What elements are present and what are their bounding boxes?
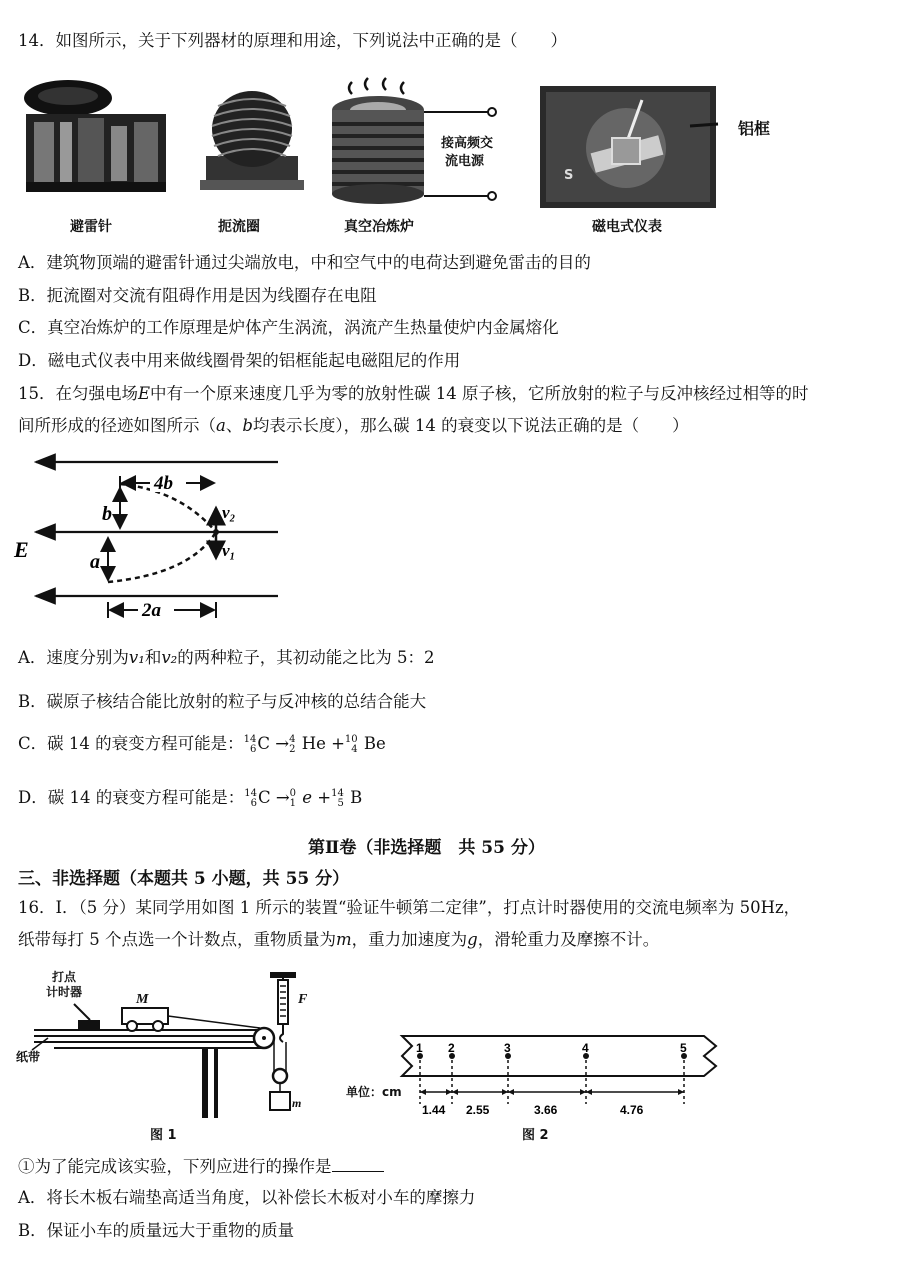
q16-line1: 16．Ⅰ．（5 分）某同学用如图 1 所示的装置“验证牛顿第二定律”，打点计时器使用的交流电频率为 50Hz， — [18, 898, 801, 917]
part2-title: 第Ⅱ卷（非选择题 共 55 分） — [308, 838, 545, 858]
d-n1-bot: 6 — [250, 797, 257, 809]
fig2-caption: 图 2 — [522, 1128, 549, 1143]
tape-point-1: 1 — [416, 1041, 423, 1055]
c-nucleus-1 — [244, 735, 257, 755]
d-n3-bot: 5 — [337, 797, 344, 809]
q16-line2 — [18, 929, 659, 951]
d-nucleus-1 — [244, 789, 257, 809]
label-a: a — [90, 551, 100, 573]
q15-option-a — [18, 647, 435, 669]
d-n2-top: 0 — [289, 787, 297, 799]
timer-label-line2: 计时器 — [46, 985, 83, 999]
caption-vacuum-furnace: 真空冶炼炉 — [344, 219, 414, 235]
q16-line2-b: ，重力加速度为 — [351, 930, 468, 949]
d-n1-top: 14 — [244, 787, 257, 799]
fig2-tape — [398, 1030, 718, 1120]
tape-dist-4: 4.76 — [620, 1103, 644, 1117]
c-plus: + — [331, 734, 345, 753]
q15-track-diagram — [10, 452, 300, 630]
c-n3-top: 10 — [344, 733, 358, 745]
d-plus: + — [317, 788, 332, 807]
c-n2: He — [301, 734, 326, 753]
caption-lightning-rod: 避雷针 — [70, 219, 112, 235]
c-n2-top: 4 — [289, 733, 296, 745]
label-2a: 2a — [142, 600, 161, 621]
d-n3: B — [350, 788, 363, 807]
label-v2: v₂ — [222, 503, 236, 522]
label-v1: v₁ — [222, 541, 236, 560]
c-n3-bot: 4 — [351, 743, 358, 755]
label-aluminum-frame: 铝框 — [738, 119, 771, 138]
section3-title: 三、非选择题（本题共 5 小题，共 55 分） — [18, 869, 350, 889]
c-n1-top: 14 — [243, 733, 257, 745]
q14-option-d: D．磁电式仪表中用来做线圈骨架的铝框能起电磁阻尼的作用 — [18, 351, 461, 370]
q15-option-b: B．碳原子核结合能比放射的粒子与反冲核的总结合能大 — [18, 692, 427, 711]
tape-dist-3: 3.66 — [534, 1103, 558, 1117]
q15-stem-b: b — [242, 416, 253, 435]
q15-a-v2: v₂ — [161, 648, 178, 667]
q14-option-c: C．真空冶炼炉的工作原理是炉体产生涡流，涡流产生热量使炉内金属熔化 — [18, 318, 559, 337]
label-power-line2: 流电源 — [445, 154, 485, 169]
q15-c-pre: C．碳 14 的衰变方程可能是： — [18, 734, 244, 753]
answer-blank[interactable] — [332, 1157, 384, 1172]
q15-stem-a: a — [216, 416, 226, 435]
tape-dist-2: 2.55 — [466, 1103, 490, 1117]
timer-label-line1: 打点 — [52, 970, 77, 984]
fig1-label-m: m — [292, 1096, 302, 1110]
q15-stem-1a: 15．在匀强电场 — [18, 384, 138, 403]
q16-line2-g: g — [467, 930, 478, 949]
c-n1: C — [257, 734, 270, 753]
d-n3-top: 14 — [331, 787, 344, 799]
q14-option-a: A．建筑物顶端的避雷针通过尖端放电，中和空气中的电荷达到避免雷击的目的 — [18, 253, 591, 272]
caption-moving-coil-meter: 磁电式仪表 — [592, 219, 662, 235]
q15-stem-E: E — [138, 384, 151, 403]
label-b: b — [102, 503, 112, 525]
tape-point-3: 3 — [504, 1041, 511, 1055]
q16-line2-a: 纸带每打 5 个点选一个计数点，重物质量为 — [18, 930, 336, 949]
d-arrow: → — [275, 788, 290, 807]
choke-coil-image — [200, 84, 305, 194]
q15-a-pre: A．速度分别为 — [18, 648, 129, 667]
q15-stem-line2 — [18, 415, 689, 437]
label-high-freq-power — [441, 135, 493, 171]
lightning-rod-image — [16, 78, 176, 203]
q16-q1-text: ①为了能完成该实验，下列应进行的操作是 — [18, 1157, 332, 1176]
c-n2-bot: 2 — [289, 743, 296, 755]
q15-option-d — [18, 787, 362, 809]
q15-a-v1: v₁ — [128, 648, 145, 667]
caption-choke-coil: 扼流圈 — [218, 219, 260, 235]
q16-option-a: A．将长木板右端垫高适当角度，以补偿长木板对小车的摩擦力 — [18, 1188, 476, 1207]
c-nucleus-2 — [289, 735, 295, 755]
c-n1-bot: 6 — [249, 743, 257, 755]
meter-s-pole-label: S — [564, 168, 574, 183]
c-n3: Be — [363, 734, 386, 753]
q15-d-pre: D．碳 14 的衰变方程可能是： — [18, 788, 245, 807]
q15-stem-line1 — [18, 383, 809, 405]
fig1-tape-label: 纸带 — [16, 1050, 41, 1064]
q16-subquestion-1 — [18, 1156, 384, 1178]
tape-point-5: 5 — [680, 1041, 687, 1055]
q15-stem-sep: 、 — [225, 416, 243, 435]
q15-stem-1b: 中有一个原来速度几乎为零的放射性碳 14 原子核，它所放射的粒子与反冲核经过相等的时 — [150, 384, 809, 403]
q15-a-post: 的两种粒子，其初动能之比为 5：2 — [177, 648, 435, 667]
fig2-unit-label: 单位：cm — [346, 1085, 402, 1099]
tape-point-2: 2 — [448, 1041, 455, 1055]
c-nucleus-3 — [345, 735, 358, 755]
label-4b: 4b — [154, 473, 173, 494]
q15-stem-2a: 间所形成的径迹如图所示（ — [18, 416, 216, 435]
fig1-caption: 图 1 — [150, 1128, 177, 1143]
q15-option-c — [18, 733, 386, 755]
label-power-line1: 接高频交 — [441, 136, 494, 151]
q16-line2-c: ，滑轮重力及摩擦不计。 — [477, 930, 660, 949]
d-n2-bot: 1 — [289, 797, 297, 809]
d-nucleus-2 — [290, 789, 296, 809]
label-field-E: E — [14, 537, 29, 562]
q16-option-b: B．保证小车的质量远大于重物的质量 — [18, 1221, 295, 1240]
d-n1: C — [257, 788, 271, 807]
q15-stem-2b: 均表示长度），那么碳 14 的衰变以下说法正确的是（ ） — [252, 416, 689, 435]
tape-dist-1: 1.44 — [422, 1103, 446, 1117]
fig1-label-F: F — [298, 992, 308, 1007]
q15-a-mid: 和 — [144, 648, 162, 667]
tape-point-4: 4 — [582, 1041, 589, 1055]
q14-option-b: B．扼流圈对交流有阻碍作用是因为线圈存在电阻 — [18, 286, 377, 305]
d-n2: e — [302, 788, 313, 807]
moving-coil-meter-image — [540, 86, 720, 208]
q16-line2-m: m — [336, 930, 352, 949]
fig1-label-M: M — [136, 992, 149, 1007]
d-nucleus-3 — [331, 789, 344, 809]
c-arrow: → — [275, 734, 290, 753]
q14-stem: 14．如图所示，关于下列器材的原理和用途，下列说法中正确的是（ ） — [18, 31, 567, 50]
fig1-timer-label — [46, 970, 82, 1000]
